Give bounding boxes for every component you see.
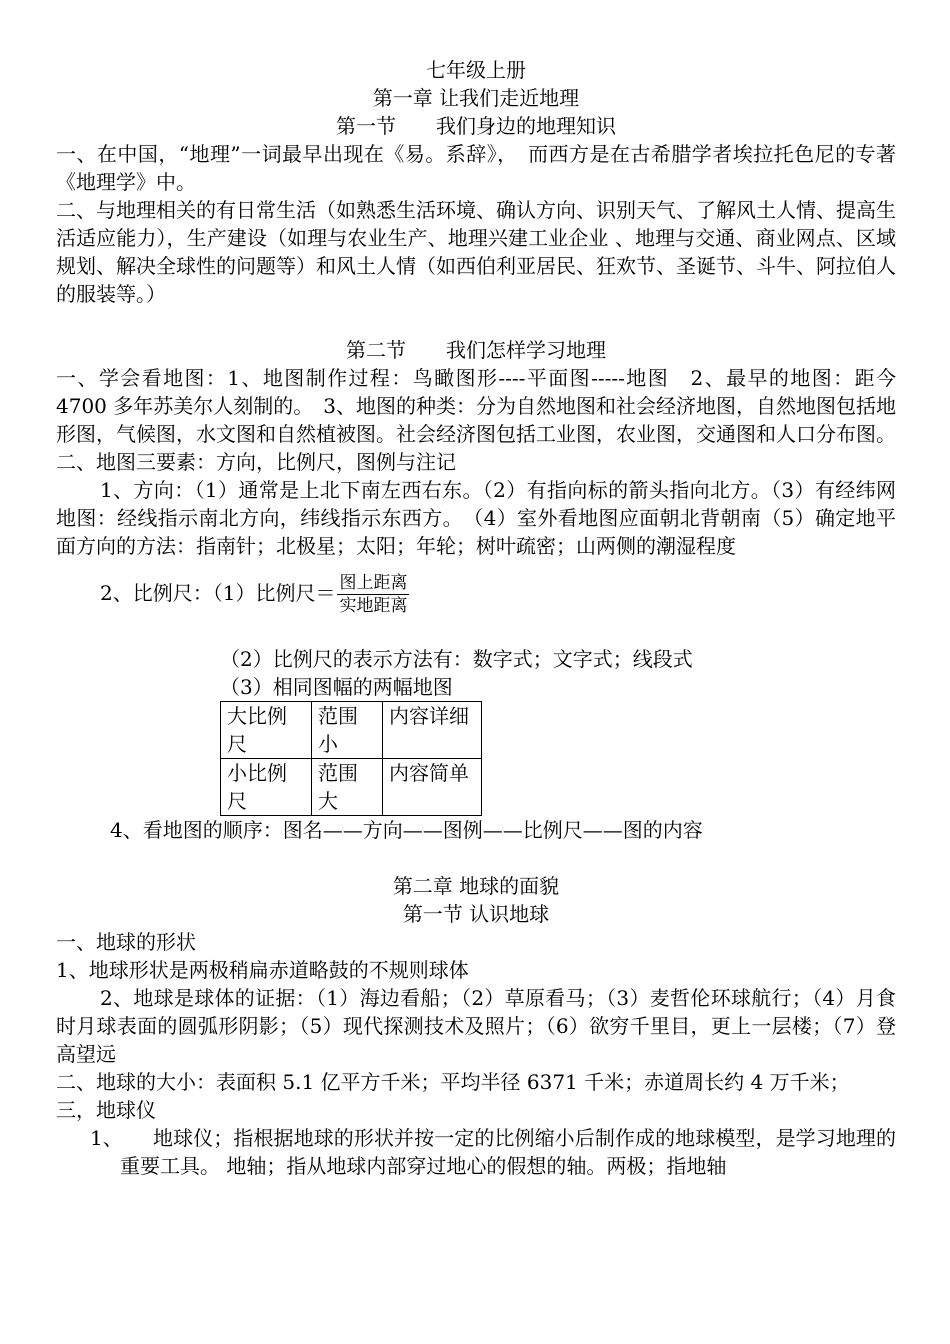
grade-title: 七年级上册 (426, 58, 526, 82)
paragraph: 1、 地球仪；指根据地球的形状并按一定的比例缩小后制作成的地球模型，是学习地理的重要工具。 地轴；指从地球内部穿过地心的假想的轴。两极；指地轴 (90, 1126, 896, 1178)
table-cell: 范围大 (312, 759, 383, 816)
chapter-2-title: 第二章 地球的面貌 (392, 874, 560, 898)
chapter-2-section-1-title: 第一节 认识地球 (402, 902, 550, 926)
table-row (221, 759, 482, 816)
table-cell: 大比例尺 (221, 702, 312, 759)
chapter-1-section-1-title: 第一节 我们身边的地理知识 (336, 114, 616, 138)
paragraph: 一、地球的形状 (56, 930, 196, 954)
scale-comparison-table (220, 701, 482, 816)
table-cell: 内容简单 (383, 759, 482, 816)
paragraph: 二、与地理相关的有日常生活（如熟悉生活环境、确认方向、识别天气、了解风土人情、提高生活适应能力），生产建设（如理与农业生产、地理兴建工业企业 、地理与交通、商业网点、区域规划、解决全球性的问题等）和风土人情（如西伯利亚居民、狂欢节、圣诞节、斗牛、阿拉伯人的服装等。） (56, 198, 896, 306)
scale-methods: （2）比例尺的表示方法有：数字式；文字式；线段式 (220, 647, 693, 671)
table-cell: 内容详细 (383, 702, 482, 759)
spacer (56, 308, 896, 336)
table-row (221, 702, 482, 759)
scale-fraction (337, 572, 409, 617)
chapter-1-title: 第一章 让我们走近地理 (372, 86, 580, 110)
spacer (56, 617, 896, 645)
table-cell: 范围小 (312, 702, 383, 759)
paragraph: 二、地图三要素：方向，比例尺，图例与注记 (56, 450, 456, 474)
paragraph-direction: 1、方向：（1）通常是上北下南左西右东。（2）有指向标的箭头指向北方。（3）有经纬网地图：经线指示南北方向，纬线指示东西方。 （4）室外看地图应面朝北背朝南（5）确定地平面方向的方法：指南针；北极星；太阳；年轮；树叶疏密；山两侧的潮湿程度 (56, 478, 896, 558)
scale-denominator: 实地距离 (339, 596, 408, 616)
paragraph: 三，地球仪 (56, 1098, 156, 1122)
chapter-1-section-2-title: 第二节 我们怎样学习地理 (346, 338, 606, 362)
paragraph: 一、学会看地图：1、地图制作过程：鸟瞰图形----平面图-----地图 2、最早的地图：距今 4700 多年苏美尔人刻制的。 3、地图的种类：分为自然地图和社会经济地图，自然地图包括地形图，气候图，水文图和自然植被图。社会经济图包括工业图，农业图，交通图和人口分布图。 (56, 366, 896, 446)
paragraph: 2、地球是球体的证据：（1）海边看船；（2）草原看马；（3）麦哲伦环球航行；（4）月食时月球表面的圆弧形阴影；（5）现代探测技术及照片；（6）欲穷千里目，更上一层楼；（7）登高望远 (56, 986, 896, 1066)
table-cell: 小比例尺 (221, 759, 312, 816)
scale-formula (56, 572, 896, 617)
document-page (56, 56, 896, 1180)
scale-numerator: 图上距离 (339, 573, 408, 593)
paragraph: 一、在中国，“地理”一词最早出现在《易。系辞》， 而西方是在古希腊学者埃拉托色尼的专著《地理学》中。 (56, 142, 896, 194)
paragraph: 1、地球形状是两极稍扁赤道略鼓的不规则球体 (56, 958, 469, 982)
scale-compare-intro: （3）相同图幅的两幅地图 (220, 675, 453, 699)
map-reading-order: 4、看地图的顺序：图名——方向——图例——比例尺——图的内容 (110, 818, 703, 842)
paragraph: 二、地球的大小：表面积 5.1 亿平方千米；平均半径 6371 千米；赤道周长约 4 万千米； (56, 1070, 850, 1094)
spacer (56, 844, 896, 872)
scale-formula-prefix: 2、比例尺：（1）比例尺＝ (100, 581, 336, 605)
